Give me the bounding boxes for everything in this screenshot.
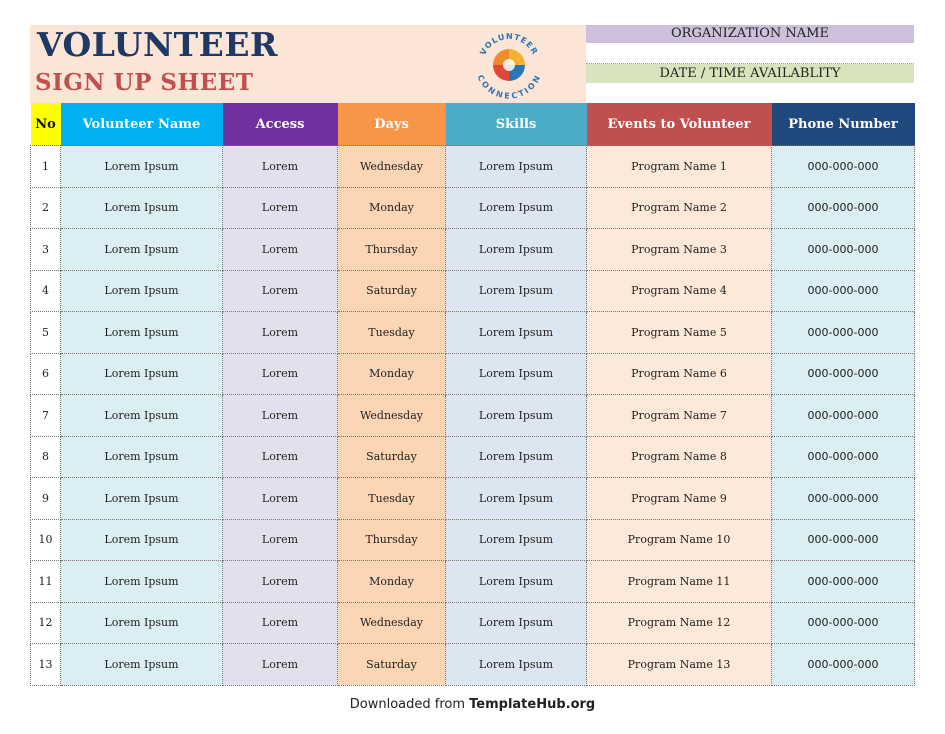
cell-access[interactable]: Lorem (223, 229, 338, 271)
cell-skills[interactable]: Lorem Ipsum (446, 478, 587, 520)
cell-volunteer-name[interactable]: Lorem Ipsum (61, 436, 223, 478)
cell-no: 12 (31, 602, 61, 644)
organization-label: ORGANIZATION NAME (586, 25, 914, 43)
cell-access[interactable]: Lorem (223, 602, 338, 644)
cell-skills[interactable]: Lorem Ipsum (446, 644, 587, 686)
cell-access[interactable]: Lorem (223, 270, 338, 312)
table-row (31, 187, 915, 229)
cell-volunteer-name[interactable]: Lorem Ipsum (61, 229, 223, 271)
cell-days[interactable]: Monday (338, 561, 446, 603)
cell-phone[interactable]: 000-000-000 (772, 146, 915, 188)
cell-event[interactable]: Program Name 5 (587, 312, 772, 354)
cell-volunteer-name[interactable]: Lorem Ipsum (61, 602, 223, 644)
cell-skills[interactable]: Lorem Ipsum (446, 312, 587, 354)
cell-skills[interactable]: Lorem Ipsum (446, 395, 587, 437)
table-row (31, 602, 915, 644)
cell-phone[interactable]: 000-000-000 (772, 519, 915, 561)
col-header-events: Events to Volunteer (587, 103, 772, 146)
table-body (31, 146, 915, 686)
table-row (31, 519, 915, 561)
table-row (31, 312, 915, 354)
cell-event[interactable]: Program Name 12 (587, 602, 772, 644)
sheet-header (30, 25, 914, 103)
cell-no: 5 (31, 312, 61, 354)
cell-phone[interactable]: 000-000-000 (772, 229, 915, 271)
cell-event[interactable]: Program Name 3 (587, 229, 772, 271)
cell-days[interactable]: Wednesday (338, 146, 446, 188)
cell-event[interactable]: Program Name 6 (587, 353, 772, 395)
cell-event[interactable]: Program Name 13 (587, 644, 772, 686)
cell-access[interactable]: Lorem (223, 519, 338, 561)
cell-no: 2 (31, 187, 61, 229)
logo-text-top: VOLUNTEER (478, 31, 540, 57)
volunteer-table (30, 103, 915, 686)
date-time-field[interactable] (586, 83, 914, 103)
cell-phone[interactable]: 000-000-000 (772, 602, 915, 644)
col-header-access: Access (223, 103, 338, 146)
cell-access[interactable]: Lorem (223, 436, 338, 478)
col-header-phone: Phone Number (772, 103, 915, 146)
cell-skills[interactable]: Lorem Ipsum (446, 436, 587, 478)
cell-event[interactable]: Program Name 10 (587, 519, 772, 561)
logo-text-bottom: CONNECTION (475, 73, 543, 100)
cell-access[interactable]: Lorem (223, 561, 338, 603)
cell-skills[interactable]: Lorem Ipsum (446, 229, 587, 271)
table-row (31, 436, 915, 478)
signup-sheet (30, 25, 914, 686)
cell-phone[interactable]: 000-000-000 (772, 644, 915, 686)
cell-phone[interactable]: 000-000-000 (772, 395, 915, 437)
col-header-skills: Skills (446, 103, 587, 146)
cell-event[interactable]: Program Name 11 (587, 561, 772, 603)
col-header-volunteer-name: Volunteer Name (61, 103, 223, 146)
cell-access[interactable]: Lorem (223, 187, 338, 229)
footer-site-link[interactable]: TemplateHub.org (469, 697, 596, 712)
table-row (31, 353, 915, 395)
cell-skills[interactable]: Lorem Ipsum (446, 602, 587, 644)
cell-access[interactable]: Lorem (223, 644, 338, 686)
cell-access[interactable]: Lorem (223, 146, 338, 188)
table-header-row (31, 103, 915, 146)
cell-volunteer-name[interactable]: Lorem Ipsum (61, 146, 223, 188)
cell-event[interactable]: Program Name 7 (587, 395, 772, 437)
cell-skills[interactable]: Lorem Ipsum (446, 561, 587, 603)
cell-days[interactable]: Thursday (338, 229, 446, 271)
cell-days[interactable]: Saturday (338, 644, 446, 686)
cell-no: 3 (31, 229, 61, 271)
cell-days[interactable]: Thursday (338, 519, 446, 561)
footer-prefix: Downloaded from (349, 697, 470, 712)
cell-event[interactable]: Program Name 2 (587, 187, 772, 229)
cell-days[interactable]: Wednesday (338, 395, 446, 437)
cell-event[interactable]: Program Name 1 (587, 146, 772, 188)
cell-access[interactable]: Lorem (223, 312, 338, 354)
col-header-days: Days (338, 103, 446, 146)
cell-days[interactable]: Tuesday (338, 478, 446, 520)
cell-phone[interactable]: 000-000-000 (772, 270, 915, 312)
table-row (31, 478, 915, 520)
cell-days[interactable]: Saturday (338, 270, 446, 312)
cell-volunteer-name[interactable]: Lorem Ipsum (61, 395, 223, 437)
cell-volunteer-name[interactable]: Lorem Ipsum (61, 644, 223, 686)
cell-event[interactable]: Program Name 8 (587, 436, 772, 478)
cell-no: 8 (31, 436, 61, 478)
cell-event[interactable]: Program Name 4 (587, 270, 772, 312)
cell-phone[interactable]: 000-000-000 (772, 436, 915, 478)
cell-days[interactable]: Saturday (338, 436, 446, 478)
table-row (31, 146, 915, 188)
volunteer-connection-logo (474, 30, 544, 100)
organization-field[interactable] (586, 43, 914, 64)
cell-days[interactable]: Tuesday (338, 312, 446, 354)
cell-access[interactable]: Lorem (223, 478, 338, 520)
table-row (31, 644, 915, 686)
cell-event[interactable]: Program Name 9 (587, 478, 772, 520)
cell-days[interactable]: Monday (338, 353, 446, 395)
table-row (31, 229, 915, 271)
cell-phone[interactable]: 000-000-000 (772, 312, 915, 354)
cell-days[interactable]: Wednesday (338, 602, 446, 644)
cell-volunteer-name[interactable]: Lorem Ipsum (61, 561, 223, 603)
cell-phone[interactable]: 000-000-000 (772, 561, 915, 603)
cell-volunteer-name[interactable]: Lorem Ipsum (61, 270, 223, 312)
cell-no: 1 (31, 146, 61, 188)
cell-volunteer-name[interactable]: Lorem Ipsum (61, 353, 223, 395)
cell-phone[interactable]: 000-000-000 (772, 478, 915, 520)
cell-volunteer-name[interactable]: Lorem Ipsum (61, 312, 223, 354)
cell-no: 4 (31, 270, 61, 312)
cell-skills[interactable]: Lorem Ipsum (446, 353, 587, 395)
col-header-no: No (31, 103, 61, 146)
cell-phone[interactable]: 000-000-000 (772, 187, 915, 229)
cell-no: 11 (31, 561, 61, 603)
table-row (31, 395, 915, 437)
cell-phone[interactable]: 000-000-000 (772, 353, 915, 395)
table-row (31, 270, 915, 312)
cell-days[interactable]: Monday (338, 187, 446, 229)
table-row (31, 561, 915, 603)
cell-skills[interactable]: Lorem Ipsum (446, 519, 587, 561)
cell-volunteer-name[interactable]: Lorem Ipsum (61, 478, 223, 520)
cell-access[interactable]: Lorem (223, 353, 338, 395)
cell-no: 9 (31, 478, 61, 520)
cell-no: 10 (31, 519, 61, 561)
cell-no: 13 (31, 644, 61, 686)
cell-no: 7 (31, 395, 61, 437)
cell-skills[interactable]: Lorem Ipsum (446, 187, 587, 229)
org-date-box (586, 25, 914, 103)
title-volunteer: VOLUNTEER (37, 25, 278, 64)
cell-volunteer-name[interactable]: Lorem Ipsum (61, 187, 223, 229)
cell-no: 6 (31, 353, 61, 395)
footer (0, 697, 945, 712)
date-time-label: DATE / TIME AVAILABLITY (586, 64, 914, 83)
title-box (30, 25, 586, 103)
title-sign-up-sheet: SIGN UP SHEET (35, 69, 254, 96)
cell-skills[interactable]: Lorem Ipsum (446, 270, 587, 312)
cell-access[interactable]: Lorem (223, 395, 338, 437)
cell-volunteer-name[interactable]: Lorem Ipsum (61, 519, 223, 561)
cell-skills[interactable]: Lorem Ipsum (446, 146, 587, 188)
